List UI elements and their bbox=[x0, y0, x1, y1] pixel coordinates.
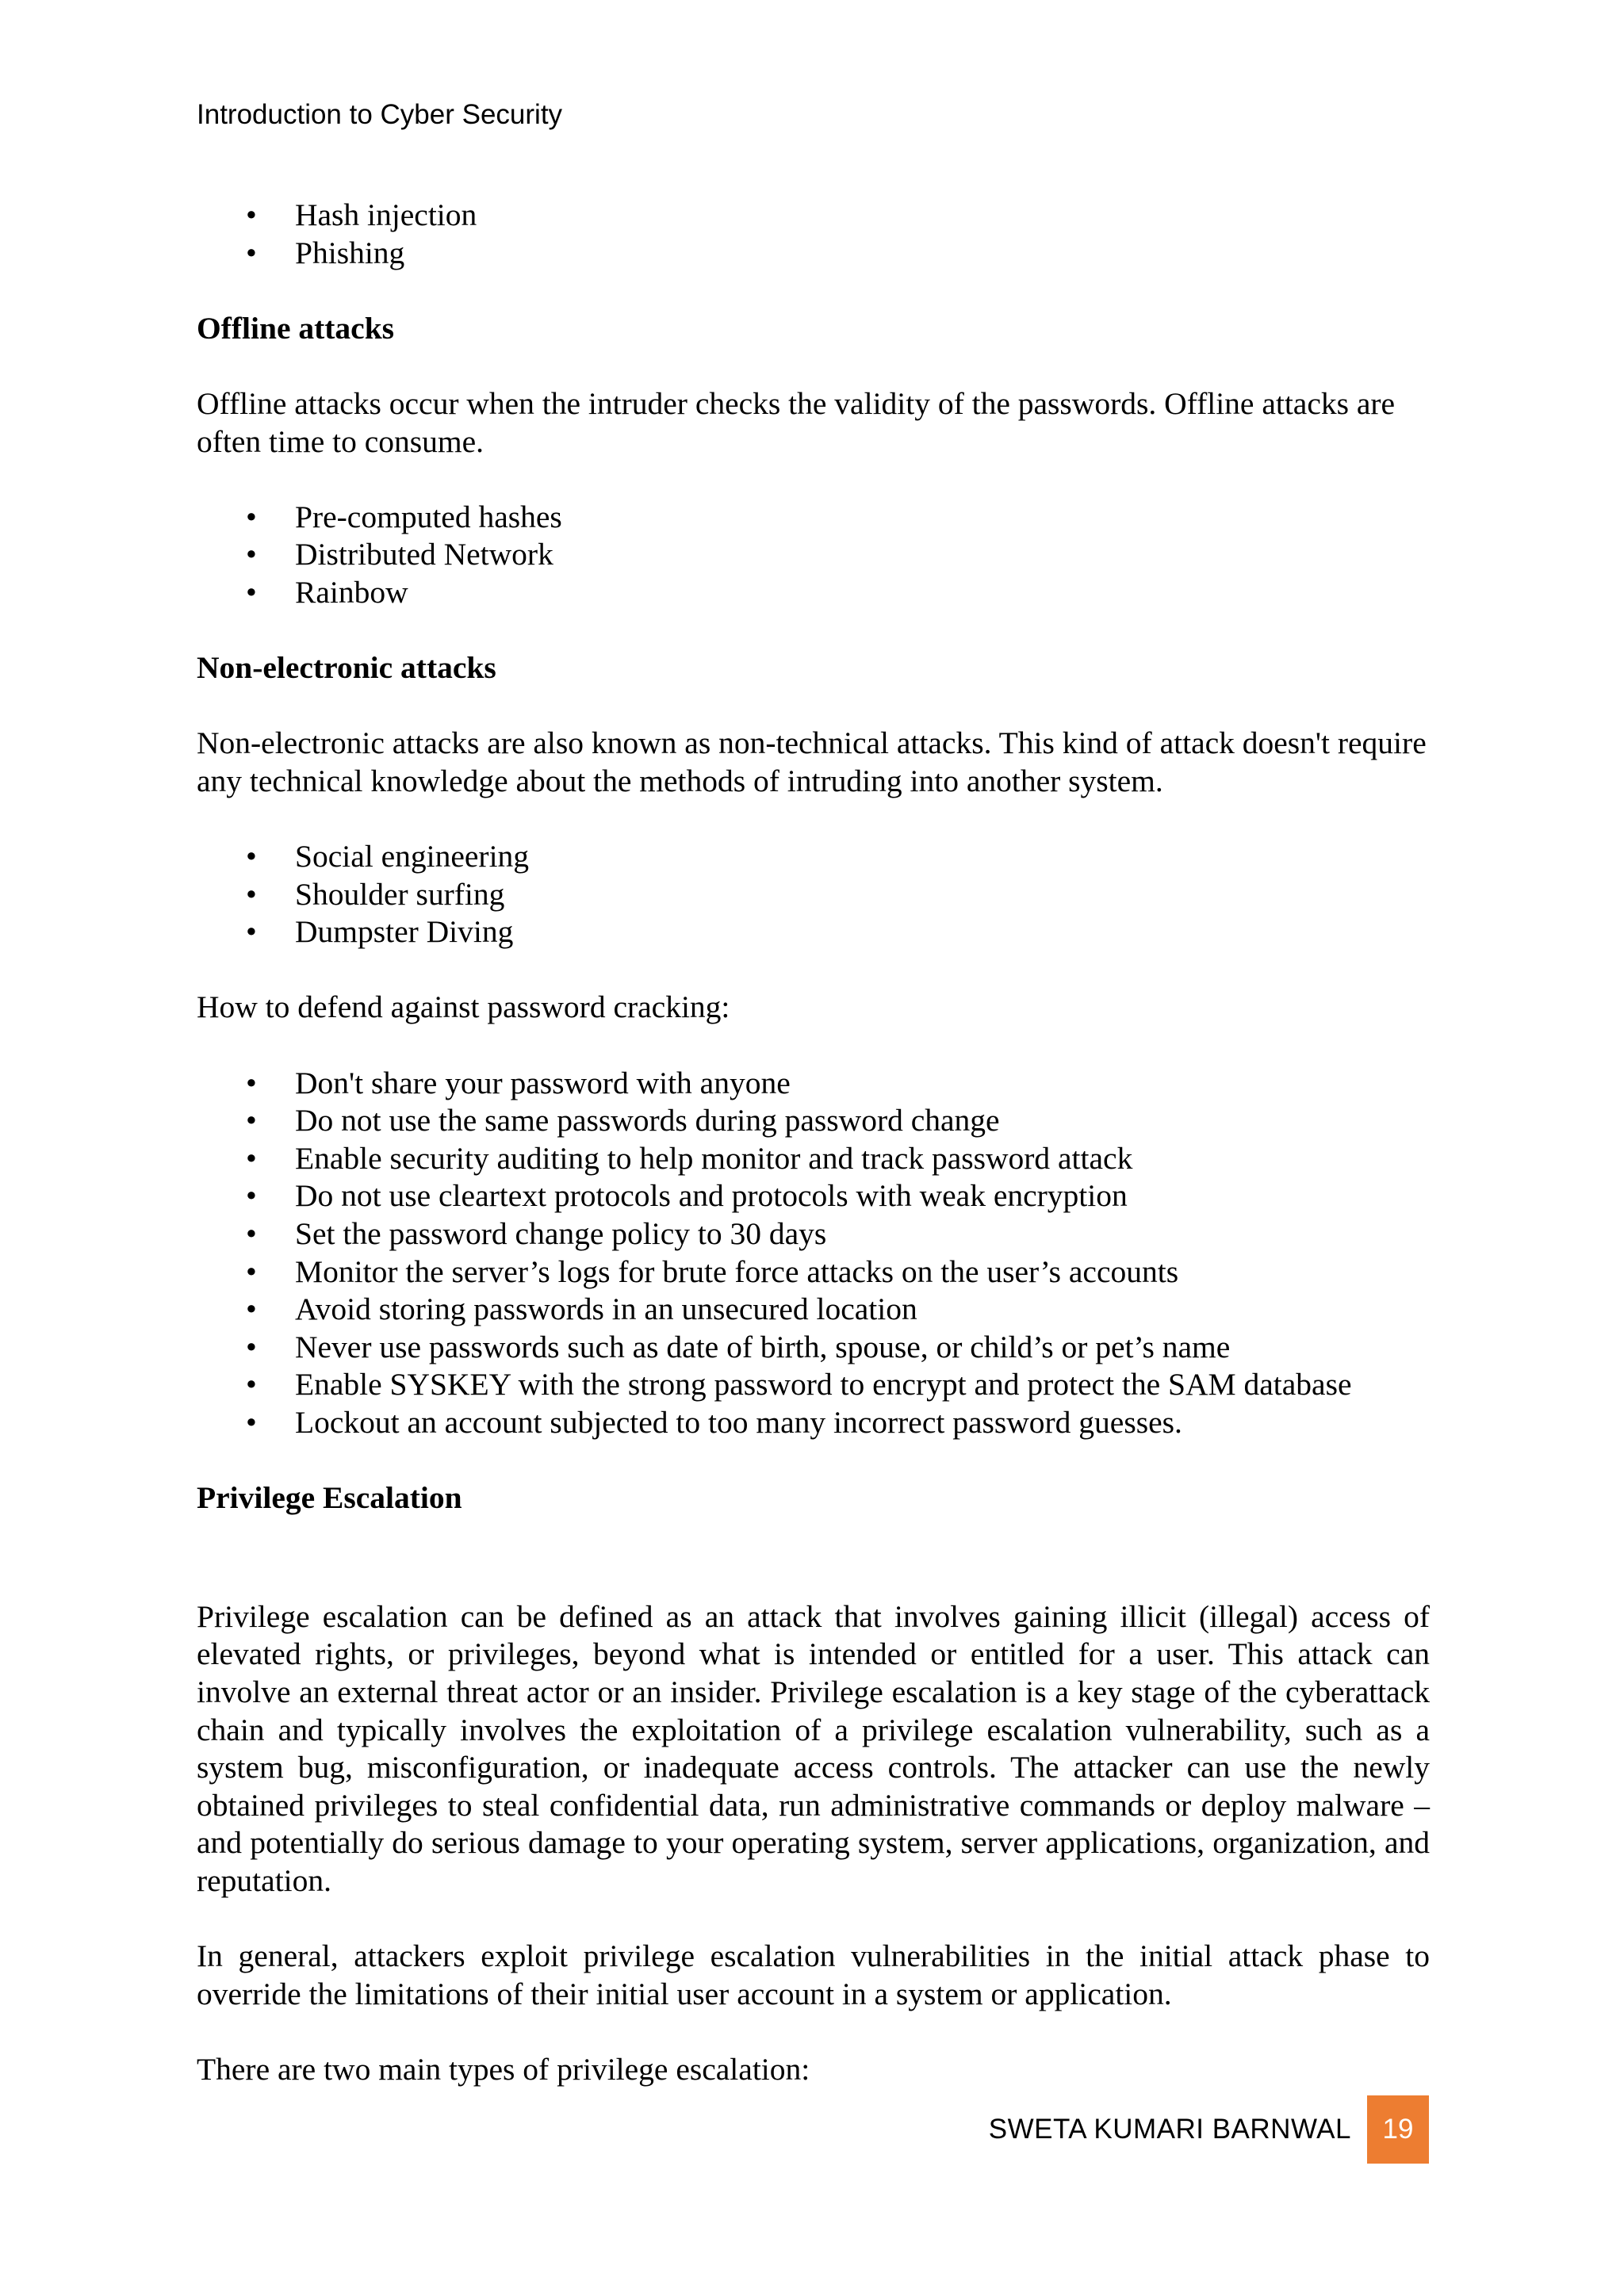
list-item: • Dumpster Diving bbox=[197, 913, 1430, 951]
list-item: • Enable security auditing to help monitor and track password attack bbox=[197, 1140, 1430, 1178]
list-item: • Social engineering bbox=[197, 838, 1430, 876]
offline-attacks-paragraph: Offline attacks occur when the intruder checks the validity of the passwords. Offline attacks are often time to consume. bbox=[197, 385, 1396, 459]
non-electronic-attacks-list bbox=[197, 838, 1430, 951]
privilege-escalation-paragraph: Privilege escalation can be defined as an attack that involves gaining illicit (illegal) access of elevated rights, or privileges, beyond what is intended or entitled for a user. This attack can involve an external threat actor or an insider. Privilege escalation is a key stage of the cyberattack chain and typically involves the exploitation of a privilege escalation vulnerability, such as a system bug, misconfiguration, or inadequate access controls. The attacker can use the newly obtained privileges to steal confidential data, run administrative commands or deploy malware – and potentially do serious damage to your operating system, server applications, organization, and reputation. bbox=[197, 1598, 1430, 1898]
page-number-badge: 19 bbox=[1367, 2095, 1429, 2164]
non-electronic-attacks-paragraph: Non-electronic attacks are also known as non-technical attacks. This kind of attack doesn't require any technical knowledge about the methods of intruding into another system. bbox=[197, 725, 1427, 798]
list-item: • Enable SYSKEY with the strong password to encrypt and protect the SAM database bbox=[197, 1366, 1430, 1404]
list-item: • Do not use the same passwords during password change bbox=[197, 1102, 1430, 1140]
list-item: • Rainbow bbox=[197, 574, 1430, 612]
list-item: • Shoulder surfing bbox=[197, 876, 1430, 914]
defense-intro: How to defend against password cracking: bbox=[197, 989, 730, 1025]
list-item: • Pre-computed hashes bbox=[197, 499, 1430, 537]
list-item: • Lockout an account subjected to too many incorrect password guesses. bbox=[197, 1404, 1430, 1442]
attack-methods-list bbox=[197, 197, 1430, 272]
privilege-escalation-heading: Privilege Escalation bbox=[197, 1480, 462, 1516]
footer-author: SWETA KUMARI BARNWAL bbox=[988, 2114, 1351, 2145]
offline-attacks-list bbox=[197, 499, 1430, 612]
list-item: • Hash injection bbox=[197, 197, 1430, 235]
list-item: • Distributed Network bbox=[197, 536, 1430, 574]
list-item: • Monitor the server’s logs for brute force attacks on the user’s accounts bbox=[197, 1253, 1430, 1292]
page-footer bbox=[989, 2095, 1429, 2164]
list-item: • Do not use cleartext protocols and protocols with weak encryption bbox=[197, 1177, 1430, 1215]
running-header: Introduction to Cyber Security bbox=[197, 99, 563, 130]
list-item: • Phishing bbox=[197, 235, 1430, 273]
list-item: • Don't share your password with anyone bbox=[197, 1065, 1430, 1103]
privilege-escalation-types-intro: There are two main types of privilege escalation: bbox=[197, 2051, 810, 2087]
list-item: • Set the password change policy to 30 days bbox=[197, 1215, 1430, 1253]
list-item: • Never use passwords such as date of birth, spouse, or child’s or pet’s name bbox=[197, 1329, 1430, 1367]
privilege-escalation-general-paragraph: In general, attackers exploit privilege escalation vulnerabilities in the initial attack phase to override the limitations of their initial user account in a system or application. bbox=[197, 1938, 1430, 2011]
non-electronic-attacks-heading: Non-electronic attacks bbox=[197, 650, 496, 686]
page-content bbox=[197, 197, 1430, 2089]
list-item: • Avoid storing passwords in an unsecured location bbox=[197, 1291, 1430, 1329]
offline-attacks-heading: Offline attacks bbox=[197, 310, 395, 346]
defense-list bbox=[197, 1065, 1430, 1442]
